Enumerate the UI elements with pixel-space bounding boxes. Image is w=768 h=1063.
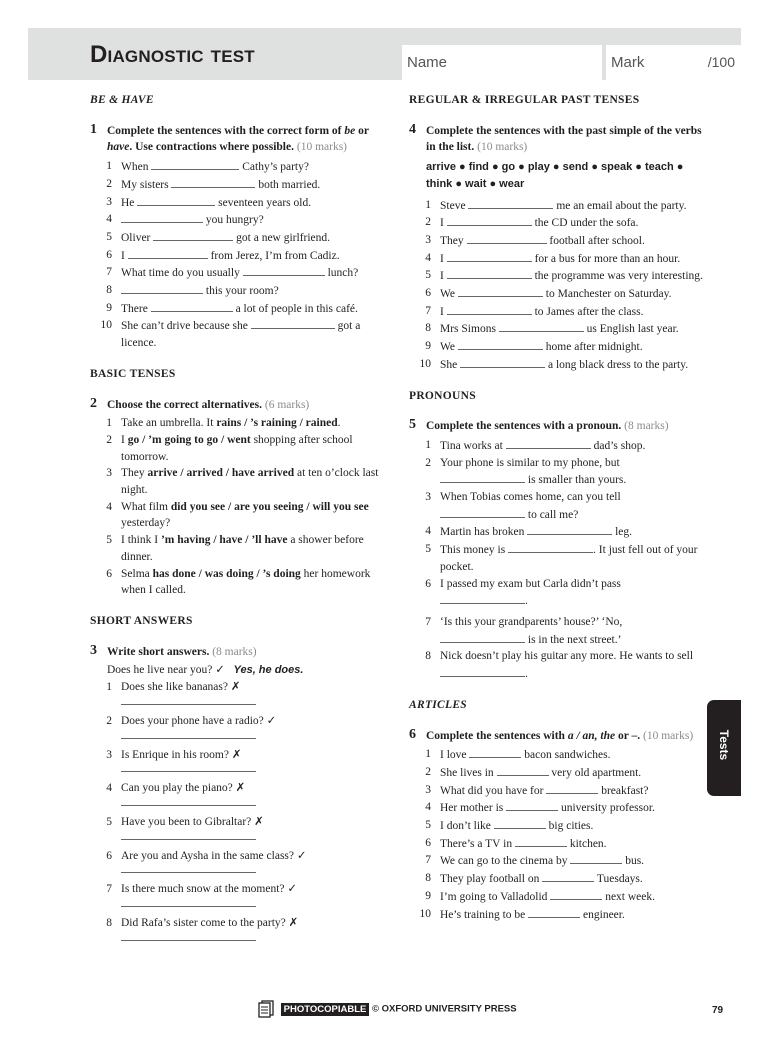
- page-title: Diagnostic test: [90, 41, 255, 68]
- marks-label: (8 marks): [624, 420, 669, 433]
- exercise-number: 2: [90, 395, 97, 411]
- cross-icon: ✗: [230, 681, 241, 694]
- answer-blank[interactable]: [497, 764, 549, 776]
- instruction-text: Complete the sentences with the past simple of the verbs in the list.: [426, 124, 702, 154]
- answer-blank[interactable]: [151, 158, 239, 170]
- alternatives[interactable]: did you see / are you seeing / will you see: [170, 500, 369, 513]
- exercise-2-items: [90, 415, 380, 599]
- list-item: 8 Mrs Simons us English last year.: [425, 322, 679, 336]
- header-bar: [28, 28, 741, 80]
- list-item: 7 I to James after the class.: [425, 304, 644, 318]
- answer-line[interactable]: [121, 906, 256, 907]
- answer-line[interactable]: [121, 940, 256, 941]
- marks-label: (10 marks): [477, 141, 528, 154]
- answer-blank[interactable]: [508, 541, 593, 553]
- right-column: [409, 92, 709, 923]
- answer-line[interactable]: [121, 805, 256, 806]
- list-item: 2 Your phone is similar to my phone, but is smaller than yours.: [425, 456, 627, 487]
- exercise-4-items: [409, 197, 709, 374]
- list-item: 4 you hungry?: [106, 213, 264, 227]
- answer-blank[interactable]: [440, 471, 525, 483]
- alternatives[interactable]: has done / was doing / ’s doing: [152, 567, 301, 580]
- tick-icon: ✓: [266, 714, 277, 727]
- instruction-text: or –.: [617, 729, 641, 742]
- answer-line[interactable]: [121, 704, 256, 705]
- answer-blank[interactable]: [128, 247, 208, 259]
- list-item: 6 Are you and Aysha in the same class? ✓: [90, 848, 380, 874]
- answer-blank[interactable]: [542, 870, 594, 882]
- cross-icon: ✗: [288, 917, 299, 930]
- tests-side-tab[interactable]: [707, 700, 741, 796]
- instruction-text: Complete the sentences with: [426, 729, 565, 742]
- answer-blank[interactable]: [499, 320, 584, 332]
- exercise-number: 5: [409, 417, 416, 433]
- list-item: 9 We home after midnight.: [425, 340, 643, 354]
- exercise-number: 3: [90, 642, 97, 658]
- answer-blank[interactable]: [440, 506, 525, 518]
- list-item: 3 Is Enrique in his room? ✗: [90, 747, 380, 773]
- list-item: 4 I for a bus for more than an hour.: [425, 251, 681, 265]
- cross-icon: ✗: [231, 748, 242, 761]
- list-item: 8 this your room?: [106, 284, 279, 298]
- list-item: 2 I the CD under the sofa.: [425, 216, 639, 230]
- footer: [258, 1000, 517, 1018]
- exercise-3-instructions: [90, 644, 380, 661]
- instruction-text: Write short answers.: [107, 645, 210, 658]
- answer-blank[interactable]: [460, 356, 545, 368]
- list-item: 5 Have you been to Gibraltar? ✗: [90, 814, 380, 840]
- mark-max: /100: [707, 54, 735, 70]
- cross-icon: ✗: [254, 815, 264, 828]
- answer-blank[interactable]: [506, 437, 591, 449]
- list-item: 6 I from Jerez, I’m from Cadiz.: [106, 248, 340, 262]
- list-item: 1 Tina works at dad’s shop.: [425, 438, 646, 452]
- list-item: 6 We to Manchester on Saturday.: [425, 287, 672, 301]
- list-item: 2 I go / ’m going to go / went shopping after school tomorrow.: [106, 433, 353, 463]
- list-item: 1 When Cathy’s party?: [106, 160, 309, 174]
- answer-blank[interactable]: [515, 835, 567, 847]
- answer-blank[interactable]: [121, 211, 203, 223]
- list-item: 3 When Tobias comes home, can you tell to call me?: [425, 491, 621, 521]
- answer-blank[interactable]: [546, 782, 598, 794]
- answer-blank[interactable]: [121, 282, 203, 294]
- name-field[interactable]: [402, 45, 602, 80]
- tick-icon: ✓: [215, 664, 225, 677]
- section-past-tenses: REGULAR & IRREGULAR PAST TENSES: [409, 94, 640, 106]
- marks-label: (8 marks): [212, 645, 257, 658]
- list-item: 1 I love bacon sandwiches.: [425, 748, 611, 762]
- list-item: 1 Steve me an email about the party.: [425, 198, 687, 212]
- list-item: 7 ‘Is this your grandparents’ house?’ ‘No, is in the next street.’: [425, 615, 623, 646]
- exercise-6-instructions: [409, 728, 709, 745]
- alternatives[interactable]: arrive / arrived / have arrived: [147, 467, 295, 480]
- list-item: 4 Martin has broken leg.: [425, 525, 633, 539]
- list-item: 3 What did you have for breakfast?: [425, 783, 649, 797]
- photocopy-icon: [258, 1000, 274, 1018]
- list-item: 1 Does she like bananas? ✗: [90, 679, 380, 705]
- marks-label: (10 marks): [296, 141, 347, 154]
- list-item: 7 We can go to the cinema by bus.: [425, 854, 645, 868]
- exercise-4-instructions: [409, 123, 709, 156]
- answer-blank[interactable]: [447, 267, 532, 279]
- answer-blank[interactable]: [468, 197, 553, 209]
- exercise-2-instructions: [90, 397, 380, 414]
- list-item: 6 There’s a TV in kitchen.: [425, 836, 607, 850]
- answer-blank[interactable]: [528, 906, 580, 918]
- answer-blank[interactable]: [171, 176, 255, 188]
- answer-blank[interactable]: [153, 229, 233, 241]
- instruction-text: be: [344, 124, 356, 137]
- list-item: 7 Is there much snow at the moment? ✓: [90, 881, 380, 907]
- answer-blank[interactable]: [440, 592, 525, 604]
- answer-blank[interactable]: [440, 631, 525, 643]
- section-pronouns: PRONOUNS: [409, 389, 476, 402]
- answer-blank[interactable]: [447, 250, 532, 262]
- list-item: 5 I don’t like big cities.: [425, 819, 594, 833]
- answer-blank[interactable]: [137, 194, 215, 206]
- instruction-text: a / an, the: [567, 729, 616, 742]
- answer-blank[interactable]: [550, 888, 602, 900]
- copyright-text: © OXFORD UNIVERSITY PRESS: [371, 1003, 517, 1015]
- list-item: 9 I’m going to Valladolid next week.: [425, 889, 656, 903]
- instruction-text: Complete the sentences with the correct form of: [107, 124, 342, 137]
- list-item: 2 She lives in very old apartment.: [425, 765, 642, 779]
- left-column: [90, 92, 380, 949]
- list-item: 10 She a long black dress to the party.: [419, 357, 689, 371]
- list-item: 2 My sisters both married.: [106, 177, 321, 191]
- mark-label: Mark: [611, 54, 645, 71]
- exercise-3-example: Does he live near you? ✓ Yes, he does.: [107, 664, 304, 677]
- list-item: 4 What film did you see / are you seeing / will you see yesterday?: [106, 500, 369, 530]
- answer-line[interactable]: [121, 872, 256, 873]
- section-be-have: BE & HAVE: [90, 94, 154, 106]
- list-item: 6 I passed my exam but Carla didn’t pass .: [425, 577, 621, 608]
- list-item: 1 Take an umbrella. It rains / ’s raining / rained.: [106, 417, 341, 430]
- list-item: 2 Does your phone have a radio? ✓: [90, 713, 380, 739]
- list-item: 5 This money is . It just fell out of your pocket.: [425, 543, 698, 573]
- list-item: 8 They play football on Tuesdays.: [425, 872, 643, 886]
- answer-blank[interactable]: [440, 665, 525, 677]
- answer-line[interactable]: [121, 839, 256, 840]
- marks-label: (10 marks): [643, 729, 694, 742]
- section-basic-tenses: BASIC TENSES: [90, 367, 176, 380]
- cross-icon: ✗: [235, 782, 246, 795]
- answer-blank[interactable]: [243, 264, 325, 276]
- answer-blank[interactable]: [151, 300, 233, 312]
- list-item: 5 I the programme was very interesting.: [425, 269, 703, 283]
- section-short-answers: SHORT ANSWERS: [90, 614, 193, 627]
- mark-field[interactable]: [606, 45, 741, 80]
- instruction-text: or: [358, 124, 369, 137]
- list-item: 6 Selma has done / was doing / ’s doing her homework when I called.: [106, 567, 371, 597]
- section-articles: ARTICLES: [409, 698, 468, 711]
- exercise-3-items: [90, 679, 380, 941]
- answer-blank[interactable]: [447, 214, 532, 226]
- list-item: 3 He seventeen years old.: [106, 195, 312, 209]
- list-item: 8 Nick doesn’t play his guitar any more. He wants to sell .: [425, 650, 694, 681]
- tick-icon: ✓: [287, 883, 298, 896]
- exercise-6-items: [409, 746, 709, 923]
- exercise-number: 4: [409, 121, 416, 137]
- exercise-number: 6: [409, 726, 416, 742]
- tests-tab-label: Tests: [717, 729, 731, 761]
- photocopiable-label: PHOTOCOPIABLE: [281, 1003, 370, 1016]
- answer-blank[interactable]: [469, 746, 521, 758]
- list-item: 8 Did Rafa’s sister come to the party? ✗: [90, 915, 380, 941]
- exercise-5-items: [409, 437, 709, 683]
- list-item: 3 They arrive / arrived / have arrived at ten o’clock last night.: [106, 467, 379, 497]
- alternatives[interactable]: ’m having / have / ’ll have: [160, 534, 288, 547]
- tick-icon: ✓: [296, 849, 307, 862]
- example-answer: Yes, he does.: [233, 664, 304, 677]
- list-item: 4 Her mother is university professor.: [425, 801, 655, 815]
- answer-blank[interactable]: [506, 799, 558, 811]
- instruction-text: Complete the sentences with a pronoun.: [426, 420, 622, 433]
- list-item: 4 Can you play the piano? ✗: [90, 780, 380, 806]
- instruction-text: . Use contractions where possible.: [129, 141, 294, 154]
- marks-label: (6 marks): [264, 398, 310, 411]
- instruction-text: have: [107, 141, 130, 154]
- alternatives[interactable]: rains / ’s raining / rained: [216, 417, 338, 430]
- page-number: 79: [712, 1005, 724, 1016]
- exercise-5-instructions: [409, 418, 709, 435]
- answer-blank[interactable]: [467, 232, 547, 244]
- answer-blank[interactable]: [458, 285, 543, 297]
- instruction-text: Choose the correct alternatives.: [107, 398, 262, 411]
- list-item: 9 There a lot of people in this café.: [106, 301, 358, 315]
- exercise-1-instructions: [90, 123, 380, 156]
- list-item: 5 Oliver got a new girlfriend.: [106, 230, 331, 244]
- answer-blank[interactable]: [494, 817, 546, 829]
- answer-blank[interactable]: [458, 338, 543, 350]
- list-item: 3 They football after school.: [425, 233, 645, 247]
- list-item: 10 He’s training to be engineer.: [419, 907, 625, 921]
- name-label: Name: [407, 54, 448, 71]
- list-item: 5 I think I ’m having / have / ’ll have a shower before dinner.: [106, 534, 364, 563]
- list-item: 7 What time do you usually lunch?: [106, 266, 359, 280]
- answer-blank[interactable]: [447, 303, 532, 315]
- answer-blank[interactable]: [527, 523, 612, 535]
- answer-blank[interactable]: [570, 852, 622, 864]
- alternatives[interactable]: go / ’m going to go / went: [127, 433, 251, 446]
- answer-line[interactable]: [121, 771, 256, 772]
- answer-line[interactable]: [121, 738, 256, 739]
- list-item: 10 She can’t drive because she got a licence.: [100, 319, 361, 350]
- exercise-number: 1: [90, 121, 97, 137]
- exercise-1-items: [90, 158, 380, 352]
- word-list: arrive ● find ● go ● play ● send ● speak ● teach ● think ● wait ● wear: [426, 161, 684, 190]
- answer-blank[interactable]: [251, 317, 335, 329]
